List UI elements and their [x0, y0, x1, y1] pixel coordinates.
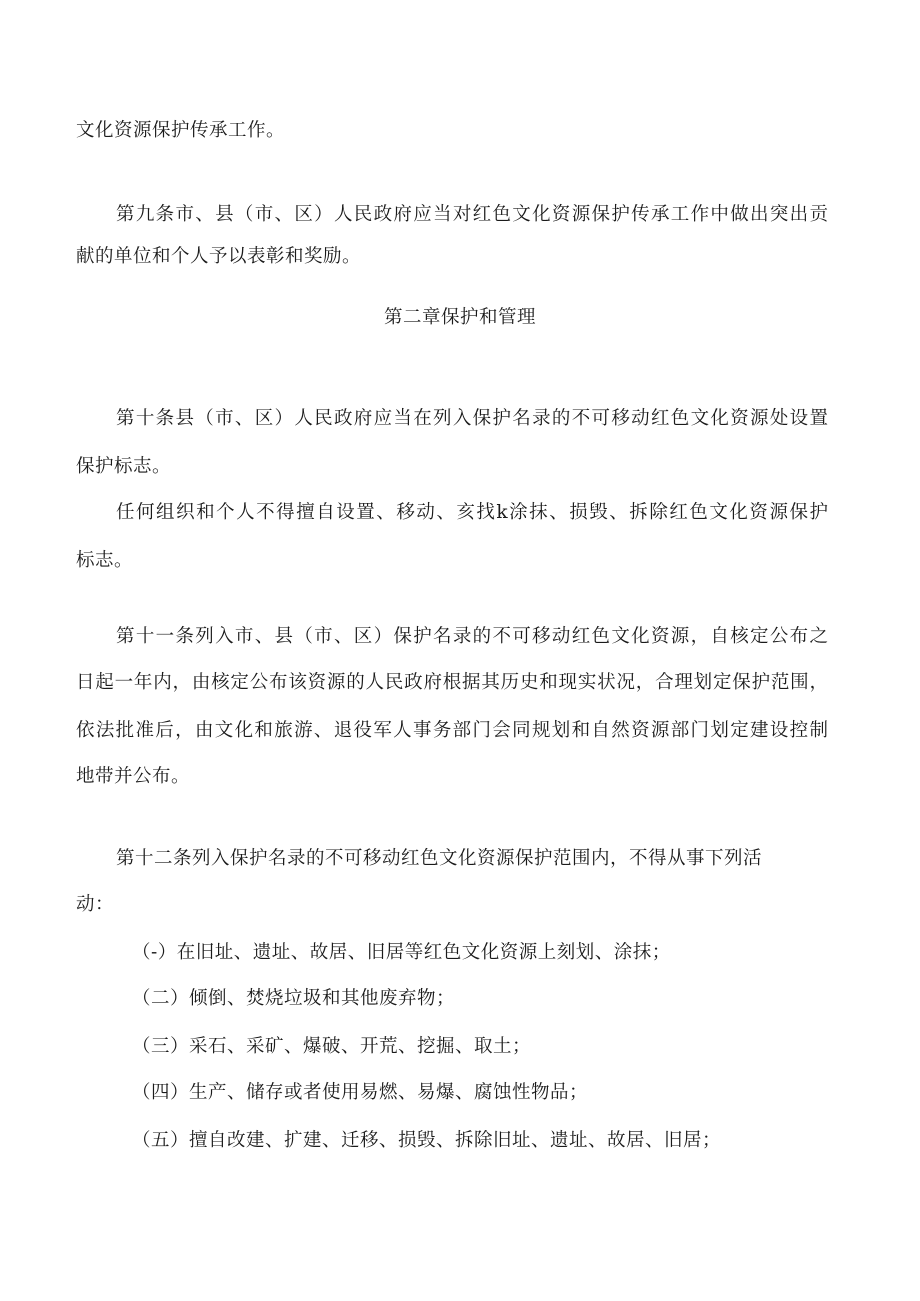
- paragraph-line: 标志。: [76, 550, 134, 571]
- article-12-line-2: 动：: [76, 894, 115, 915]
- article-11-line-3: 依法批准后，由文化和旅游、退役军人事务部门会同规划和自然资源部门划定建设控制: [76, 720, 828, 741]
- article-9-line-1: 第九条市、县（市、区）人民政府应当对红色文化资源保护传承工作中做出突出贡: [116, 204, 828, 225]
- list-item: （三）采石、采矿、爆破、开荒、挖掘、取土；: [132, 1036, 532, 1057]
- list-item: （-）在旧址、遗址、故居、旧居等红色文化资源上刻划、涂抹；: [132, 942, 671, 963]
- article-12-line-1: 第十二条列入保护名录的不可移动红色文化资源保护范围内，不得从事下列活: [116, 848, 763, 869]
- article-10-line-1: 第十条县（市、区）人民政府应当在列入保护名录的不可移动红色文化资源处设置: [116, 408, 828, 429]
- list-item: （二）倾倒、焚烧垃圾和其他废弃物；: [132, 988, 456, 1009]
- article-9-line-2: 献的单位和个人予以表彰和奖励。: [76, 246, 362, 267]
- paragraph-line: 文化资源保护传承工作。: [76, 120, 286, 141]
- article-11-line-2: 日起一年内，由核定公布该资源的人民政府根据其历史和现实状况，合理划定保护范围，: [76, 672, 828, 693]
- article-11-line-1: 第十一条列入市、县（市、区）保护名录的不可移动红色文化资源，自核定公布之: [116, 626, 828, 647]
- chapter-heading: 第二章保护和管理: [383, 307, 536, 328]
- list-item: （五）擅自改建、扩建、迁移、损毁、拆除旧址、遗址、故居、旧居；: [132, 1130, 722, 1151]
- list-item: （四）生产、储存或者使用易燃、易爆、腐蚀性物品；: [132, 1082, 589, 1103]
- article-11-line-4: 地带并公布。: [76, 766, 191, 787]
- article-10-line-2: 保护标志。: [76, 456, 172, 477]
- paragraph-line: 任何组织和个人不得擅自设置、移动、亥找k涂抹、损毁、拆除红色文化资源保护: [116, 502, 828, 523]
